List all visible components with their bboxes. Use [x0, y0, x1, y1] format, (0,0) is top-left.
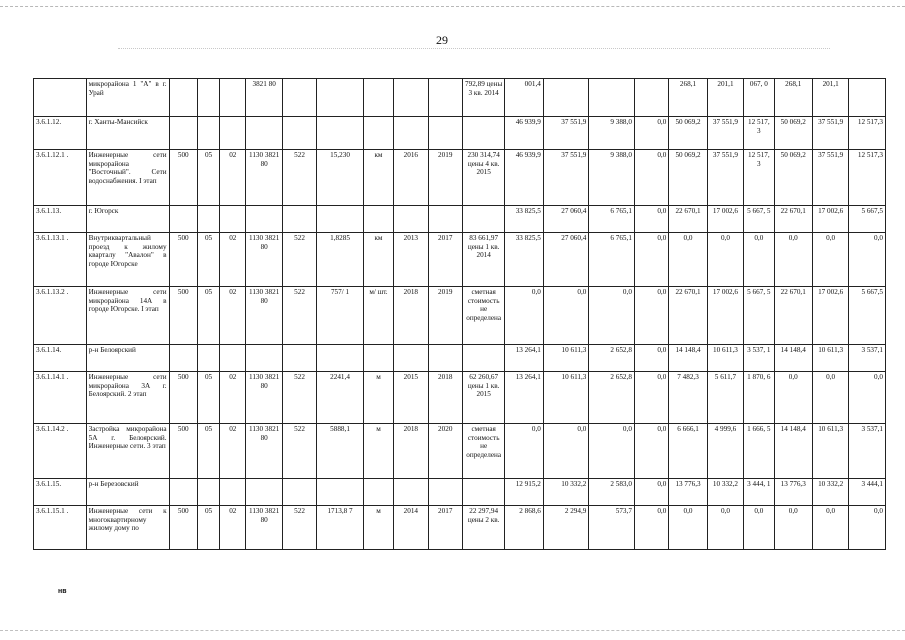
table-cell: 0,0 [669, 233, 707, 287]
row-code-cell: 3.6.1.14. [34, 345, 87, 372]
table-cell: 0,0 [669, 506, 707, 550]
table-cell: 37 551,9 [812, 150, 848, 206]
table-cell: 1130 3821 80 [246, 150, 282, 206]
table-cell [282, 345, 316, 372]
table-cell: 2 652,8 [589, 372, 635, 424]
table-cell: 2018 [428, 372, 462, 424]
table-cell [282, 479, 316, 506]
table-cell: 14 148,4 [774, 424, 812, 479]
row-code-cell: 3.6.1.12. [34, 117, 87, 150]
table-cell [169, 479, 197, 506]
table-cell: 792,89 цены 3 кв. 2014 [462, 79, 504, 117]
row-name-cell: Инженерные сети к многоквартирному жилому дому по [86, 506, 169, 550]
table-cell: 50 069,2 [774, 117, 812, 150]
table-cell: 3 444, 1 [744, 479, 774, 506]
table-cell: 0,0 [849, 372, 886, 424]
table-cell: 5888,1 [317, 424, 364, 479]
table-cell: 22 297,94 цены 2 кв. [462, 506, 504, 550]
table-cell: 37 551,9 [707, 150, 743, 206]
table-cell: 22 670,1 [669, 206, 707, 233]
table-cell: 2015 [394, 372, 428, 424]
table-cell: км [363, 150, 393, 206]
table-cell: 001,4 [505, 79, 543, 117]
table-cell: 10 332,2 [707, 479, 743, 506]
bottom-border-line [0, 630, 905, 631]
table-cell [317, 479, 364, 506]
table-cell [363, 479, 393, 506]
table-cell: 0,0 [634, 206, 668, 233]
table-cell: 02 [220, 506, 246, 550]
table-cell: 0,0 [505, 287, 543, 345]
row-name-cell: г. Ханты-Мансийск [86, 117, 169, 150]
table-cell: 6 765,1 [589, 206, 635, 233]
row-code-cell [34, 79, 87, 117]
table-cell [394, 79, 428, 117]
table-cell: 10 611,3 [543, 345, 589, 372]
table-cell: 5 667,5 [849, 206, 886, 233]
table-cell: 0,0 [589, 287, 635, 345]
footer-mark: нв [58, 588, 67, 595]
table-cell: 2019 [428, 287, 462, 345]
table-cell: 13 264,1 [505, 345, 543, 372]
table-cell: 22 670,1 [774, 287, 812, 345]
table-cell: 0,0 [543, 424, 589, 479]
table-row [34, 287, 886, 345]
table-cell: 4 999,6 [707, 424, 743, 479]
row-code-cell: 3.6.1.13. [34, 206, 87, 233]
table-cell [394, 117, 428, 150]
table-cell: 5 667, 5 [744, 206, 774, 233]
table-cell [462, 479, 504, 506]
table-cell: 2 583,0 [589, 479, 635, 506]
table-cell: 10 332,2 [812, 479, 848, 506]
table-cell: 0,0 [812, 506, 848, 550]
table-cell: 1713,8 7 [317, 506, 364, 550]
table-cell: 05 [197, 233, 219, 287]
table-cell: 1130 3821 80 [246, 506, 282, 550]
table-cell: 268,1 [669, 79, 707, 117]
row-name-cell: Внутриквартальный проезд к жилому кварталу "Авалон" в городе Югорске [86, 233, 169, 287]
table-cell: 2 294,9 [543, 506, 589, 550]
table-cell [428, 479, 462, 506]
table-cell: 522 [282, 506, 316, 550]
table-cell: 0,0 [589, 424, 635, 479]
row-code-cell: 3.6.1.14.2 . [34, 424, 87, 479]
table-cell [220, 79, 246, 117]
table-cell: 05 [197, 287, 219, 345]
table-cell: 573,7 [589, 506, 635, 550]
row-code-cell: 3.6.1.13.2 . [34, 287, 87, 345]
table-cell: 2 652,8 [589, 345, 635, 372]
table-cell: 6 765,1 [589, 233, 635, 287]
table-cell: 0,0 [505, 424, 543, 479]
table-cell: 3 537,1 [849, 345, 886, 372]
table-cell: 22 670,1 [669, 287, 707, 345]
table-cell [394, 206, 428, 233]
table-cell: 05 [197, 372, 219, 424]
table-cell: 0,0 [707, 506, 743, 550]
table-cell: 50 069,2 [774, 150, 812, 206]
table-cell: 12 517, 3 [744, 117, 774, 150]
table-cell: 522 [282, 233, 316, 287]
table-cell: сметная стоимость не определена [462, 287, 504, 345]
table-cell: 50 069,2 [669, 117, 707, 150]
table-cell: 757/ 1 [317, 287, 364, 345]
table-cell [246, 117, 282, 150]
table-cell [246, 206, 282, 233]
table-cell [197, 479, 219, 506]
table-cell: 17 002,6 [812, 287, 848, 345]
table-cell: 1130 3821 80 [246, 287, 282, 345]
table-cell: 27 060,4 [543, 206, 589, 233]
table-cell: 10 332,2 [543, 479, 589, 506]
table-cell [282, 117, 316, 150]
table-cell: 0,0 [634, 345, 668, 372]
table-cell [363, 206, 393, 233]
table-cell: 9 388,0 [589, 150, 635, 206]
row-name-cell: р-н Березовский [86, 479, 169, 506]
table-cell: 37 551,9 [812, 117, 848, 150]
table-cell: 12 517,3 [849, 150, 886, 206]
table-cell: 17 002,6 [812, 206, 848, 233]
table-cell: 0,0 [812, 372, 848, 424]
table-row [34, 372, 886, 424]
table-row [34, 424, 886, 479]
table-cell [363, 79, 393, 117]
table-cell: 0,0 [634, 372, 668, 424]
table-cell: км [363, 233, 393, 287]
table-cell: 10 611,3 [812, 345, 848, 372]
table-cell [428, 79, 462, 117]
table-cell: 5 667,5 [849, 287, 886, 345]
table-cell [428, 117, 462, 150]
table-row [34, 479, 886, 506]
table-cell [282, 79, 316, 117]
table-cell: 3821 80 [246, 79, 282, 117]
table-cell: м/ шт. [363, 287, 393, 345]
table-cell: 500 [169, 506, 197, 550]
table-cell: 201,1 [707, 79, 743, 117]
table-cell [317, 117, 364, 150]
table-cell [317, 345, 364, 372]
top-border-line [0, 6, 905, 7]
table-cell: 522 [282, 287, 316, 345]
table-cell [317, 206, 364, 233]
table-cell: 13 264,1 [505, 372, 543, 424]
table-cell: 5 611,7 [707, 372, 743, 424]
table-cell: 02 [220, 287, 246, 345]
table-cell: 50 069,2 [669, 150, 707, 206]
table-cell: 02 [220, 424, 246, 479]
table-cell: 13 776,3 [774, 479, 812, 506]
table-cell: 02 [220, 150, 246, 206]
table-cell: 0,0 [634, 287, 668, 345]
table-cell [169, 79, 197, 117]
table-cell: 9 388,0 [589, 117, 635, 150]
table-cell [363, 117, 393, 150]
table-cell: 0,0 [849, 506, 886, 550]
table-cell: 0,0 [849, 233, 886, 287]
table-cell: 0,0 [774, 506, 812, 550]
table-cell: 10 611,3 [543, 372, 589, 424]
table-cell: 0,0 [744, 506, 774, 550]
table-cell [169, 206, 197, 233]
table-cell: 500 [169, 287, 197, 345]
table-cell [589, 79, 635, 117]
table-cell: 33 825,5 [505, 206, 543, 233]
table-cell [363, 345, 393, 372]
table-cell: 2014 [394, 506, 428, 550]
table-cell: 2017 [428, 506, 462, 550]
table-cell: 0,0 [634, 424, 668, 479]
table-cell: 10 611,3 [707, 345, 743, 372]
table-cell: м [363, 424, 393, 479]
table-cell: 1130 3821 80 [246, 372, 282, 424]
table-cell: 201,1 [812, 79, 848, 117]
table-cell: 17 002,6 [707, 287, 743, 345]
table-cell: 17 002,6 [707, 206, 743, 233]
table-cell: 14 148,4 [774, 345, 812, 372]
table-row [34, 206, 886, 233]
table-cell [543, 79, 589, 117]
table-cell [197, 345, 219, 372]
table-cell: 230 314,74 цены 4 кв. 2015 [462, 150, 504, 206]
table-cell: 83 661,97 цены 1 кв. 2014 [462, 233, 504, 287]
table-row [34, 79, 886, 117]
table-cell: 522 [282, 150, 316, 206]
table-cell: 3 537, 1 [744, 345, 774, 372]
row-name-cell: Инженерные сети микрорайона 14А в городе Югорске. I этап [86, 287, 169, 345]
table-cell: м [363, 506, 393, 550]
table-cell: 12 517, 3 [744, 150, 774, 206]
table-cell: 500 [169, 372, 197, 424]
row-code-cell: 3.6.1.14.1 . [34, 372, 87, 424]
row-code-cell: 3.6.1.13.1 . [34, 233, 87, 287]
table-cell: 0,0 [634, 117, 668, 150]
table-cell: 02 [220, 233, 246, 287]
table-row [34, 506, 886, 550]
table-cell: 2020 [428, 424, 462, 479]
table-cell: 05 [197, 506, 219, 550]
table-cell: 37 551,9 [543, 117, 589, 150]
table-cell: м [363, 372, 393, 424]
table-cell: 2018 [394, 287, 428, 345]
table-cell: 0,0 [744, 233, 774, 287]
table-cell [849, 79, 886, 117]
table-cell: 6 666,1 [669, 424, 707, 479]
table-cell [197, 206, 219, 233]
table-cell: сметная стоимость не определена [462, 424, 504, 479]
table-cell: 0,0 [634, 150, 668, 206]
table-cell: 2019 [428, 150, 462, 206]
table-row [34, 345, 886, 372]
row-name-cell: р-н Белоярский [86, 345, 169, 372]
table-cell [246, 479, 282, 506]
table-cell [197, 79, 219, 117]
table-cell: 3 444,1 [849, 479, 886, 506]
table-cell: 2 868,6 [505, 506, 543, 550]
table-cell [462, 345, 504, 372]
table-cell [197, 117, 219, 150]
table-cell [282, 206, 316, 233]
table-cell: 0,0 [634, 506, 668, 550]
table-cell [394, 479, 428, 506]
table-cell: 0,0 [774, 233, 812, 287]
table-cell: 2016 [394, 150, 428, 206]
row-name-cell: г. Югорск [86, 206, 169, 233]
table-cell: 500 [169, 233, 197, 287]
table-cell: 15,230 [317, 150, 364, 206]
table-cell [220, 117, 246, 150]
table-cell [634, 79, 668, 117]
table-cell [169, 117, 197, 150]
table-cell: 1 870, 6 [744, 372, 774, 424]
table-cell [169, 345, 197, 372]
table-cell: 12 915,2 [505, 479, 543, 506]
row-name-cell: Застройка микрорайона 5А г. Белоярский. Инженерные сети. 3 этап [86, 424, 169, 479]
table-cell [220, 479, 246, 506]
table-cell: 1 666, 5 [744, 424, 774, 479]
row-code-cell: 3.6.1.15.1 . [34, 506, 87, 550]
table-cell: 46 939,9 [505, 117, 543, 150]
page-number: 29 [436, 33, 448, 47]
table-cell: 7 482,3 [669, 372, 707, 424]
table-cell: 62 260,67 цены 1 кв. 2015 [462, 372, 504, 424]
table-cell: 37 551,9 [543, 150, 589, 206]
table-cell: 46 939,9 [505, 150, 543, 206]
table-cell: 1130 3821 80 [246, 233, 282, 287]
table-cell: 268,1 [774, 79, 812, 117]
table-cell: 0,0 [812, 233, 848, 287]
table-cell [428, 345, 462, 372]
table-cell [394, 345, 428, 372]
table-cell: 2013 [394, 233, 428, 287]
table-cell [317, 79, 364, 117]
program-table [33, 78, 886, 550]
table-cell: 2017 [428, 233, 462, 287]
table-cell: 522 [282, 372, 316, 424]
table-cell: 10 611,3 [812, 424, 848, 479]
row-name-cell: микрорайона 1 "А" в г. Урай [86, 79, 169, 117]
table-cell: 0,0 [634, 233, 668, 287]
table-row [34, 233, 886, 287]
table-cell: 37 551,9 [707, 117, 743, 150]
row-name-cell: Инженерные сети микрорайона "Восточный". Сети водоснабжения. I этап [86, 150, 169, 206]
table-cell [462, 206, 504, 233]
table-cell: 500 [169, 150, 197, 206]
table-cell: 0,0 [634, 479, 668, 506]
table-cell: 1,8285 [317, 233, 364, 287]
table-cell: 522 [282, 424, 316, 479]
table-cell [246, 345, 282, 372]
table-cell: 5 667, 5 [744, 287, 774, 345]
table-cell [220, 345, 246, 372]
row-name-cell: Инженерные сети микрорайона 3А г. Белоярский. 2 этап [86, 372, 169, 424]
header-rule [118, 48, 830, 49]
table-cell: 27 060,4 [543, 233, 589, 287]
table-cell: 0,0 [707, 233, 743, 287]
row-code-cell: 3.6.1.12.1 . [34, 150, 87, 206]
table-cell: 12 517,3 [849, 117, 886, 150]
table-cell: 067, 0 [744, 79, 774, 117]
table-cell: 13 776,3 [669, 479, 707, 506]
table-row [34, 150, 886, 206]
table-cell: 0,0 [774, 372, 812, 424]
table-cell: 02 [220, 372, 246, 424]
table-cell [462, 117, 504, 150]
table-cell: 1130 3821 80 [246, 424, 282, 479]
table-cell: 33 825,5 [505, 233, 543, 287]
table-cell [428, 206, 462, 233]
table-cell: 0,0 [543, 287, 589, 345]
table-cell: 14 148,4 [669, 345, 707, 372]
table-row [34, 117, 886, 150]
table-cell: 2241,4 [317, 372, 364, 424]
row-code-cell: 3.6.1.15. [34, 479, 87, 506]
table-cell: 2018 [394, 424, 428, 479]
table-cell: 22 670,1 [774, 206, 812, 233]
table-cell: 3 537,1 [849, 424, 886, 479]
table-cell: 05 [197, 150, 219, 206]
table-cell: 500 [169, 424, 197, 479]
table-cell: 05 [197, 424, 219, 479]
table-cell [220, 206, 246, 233]
